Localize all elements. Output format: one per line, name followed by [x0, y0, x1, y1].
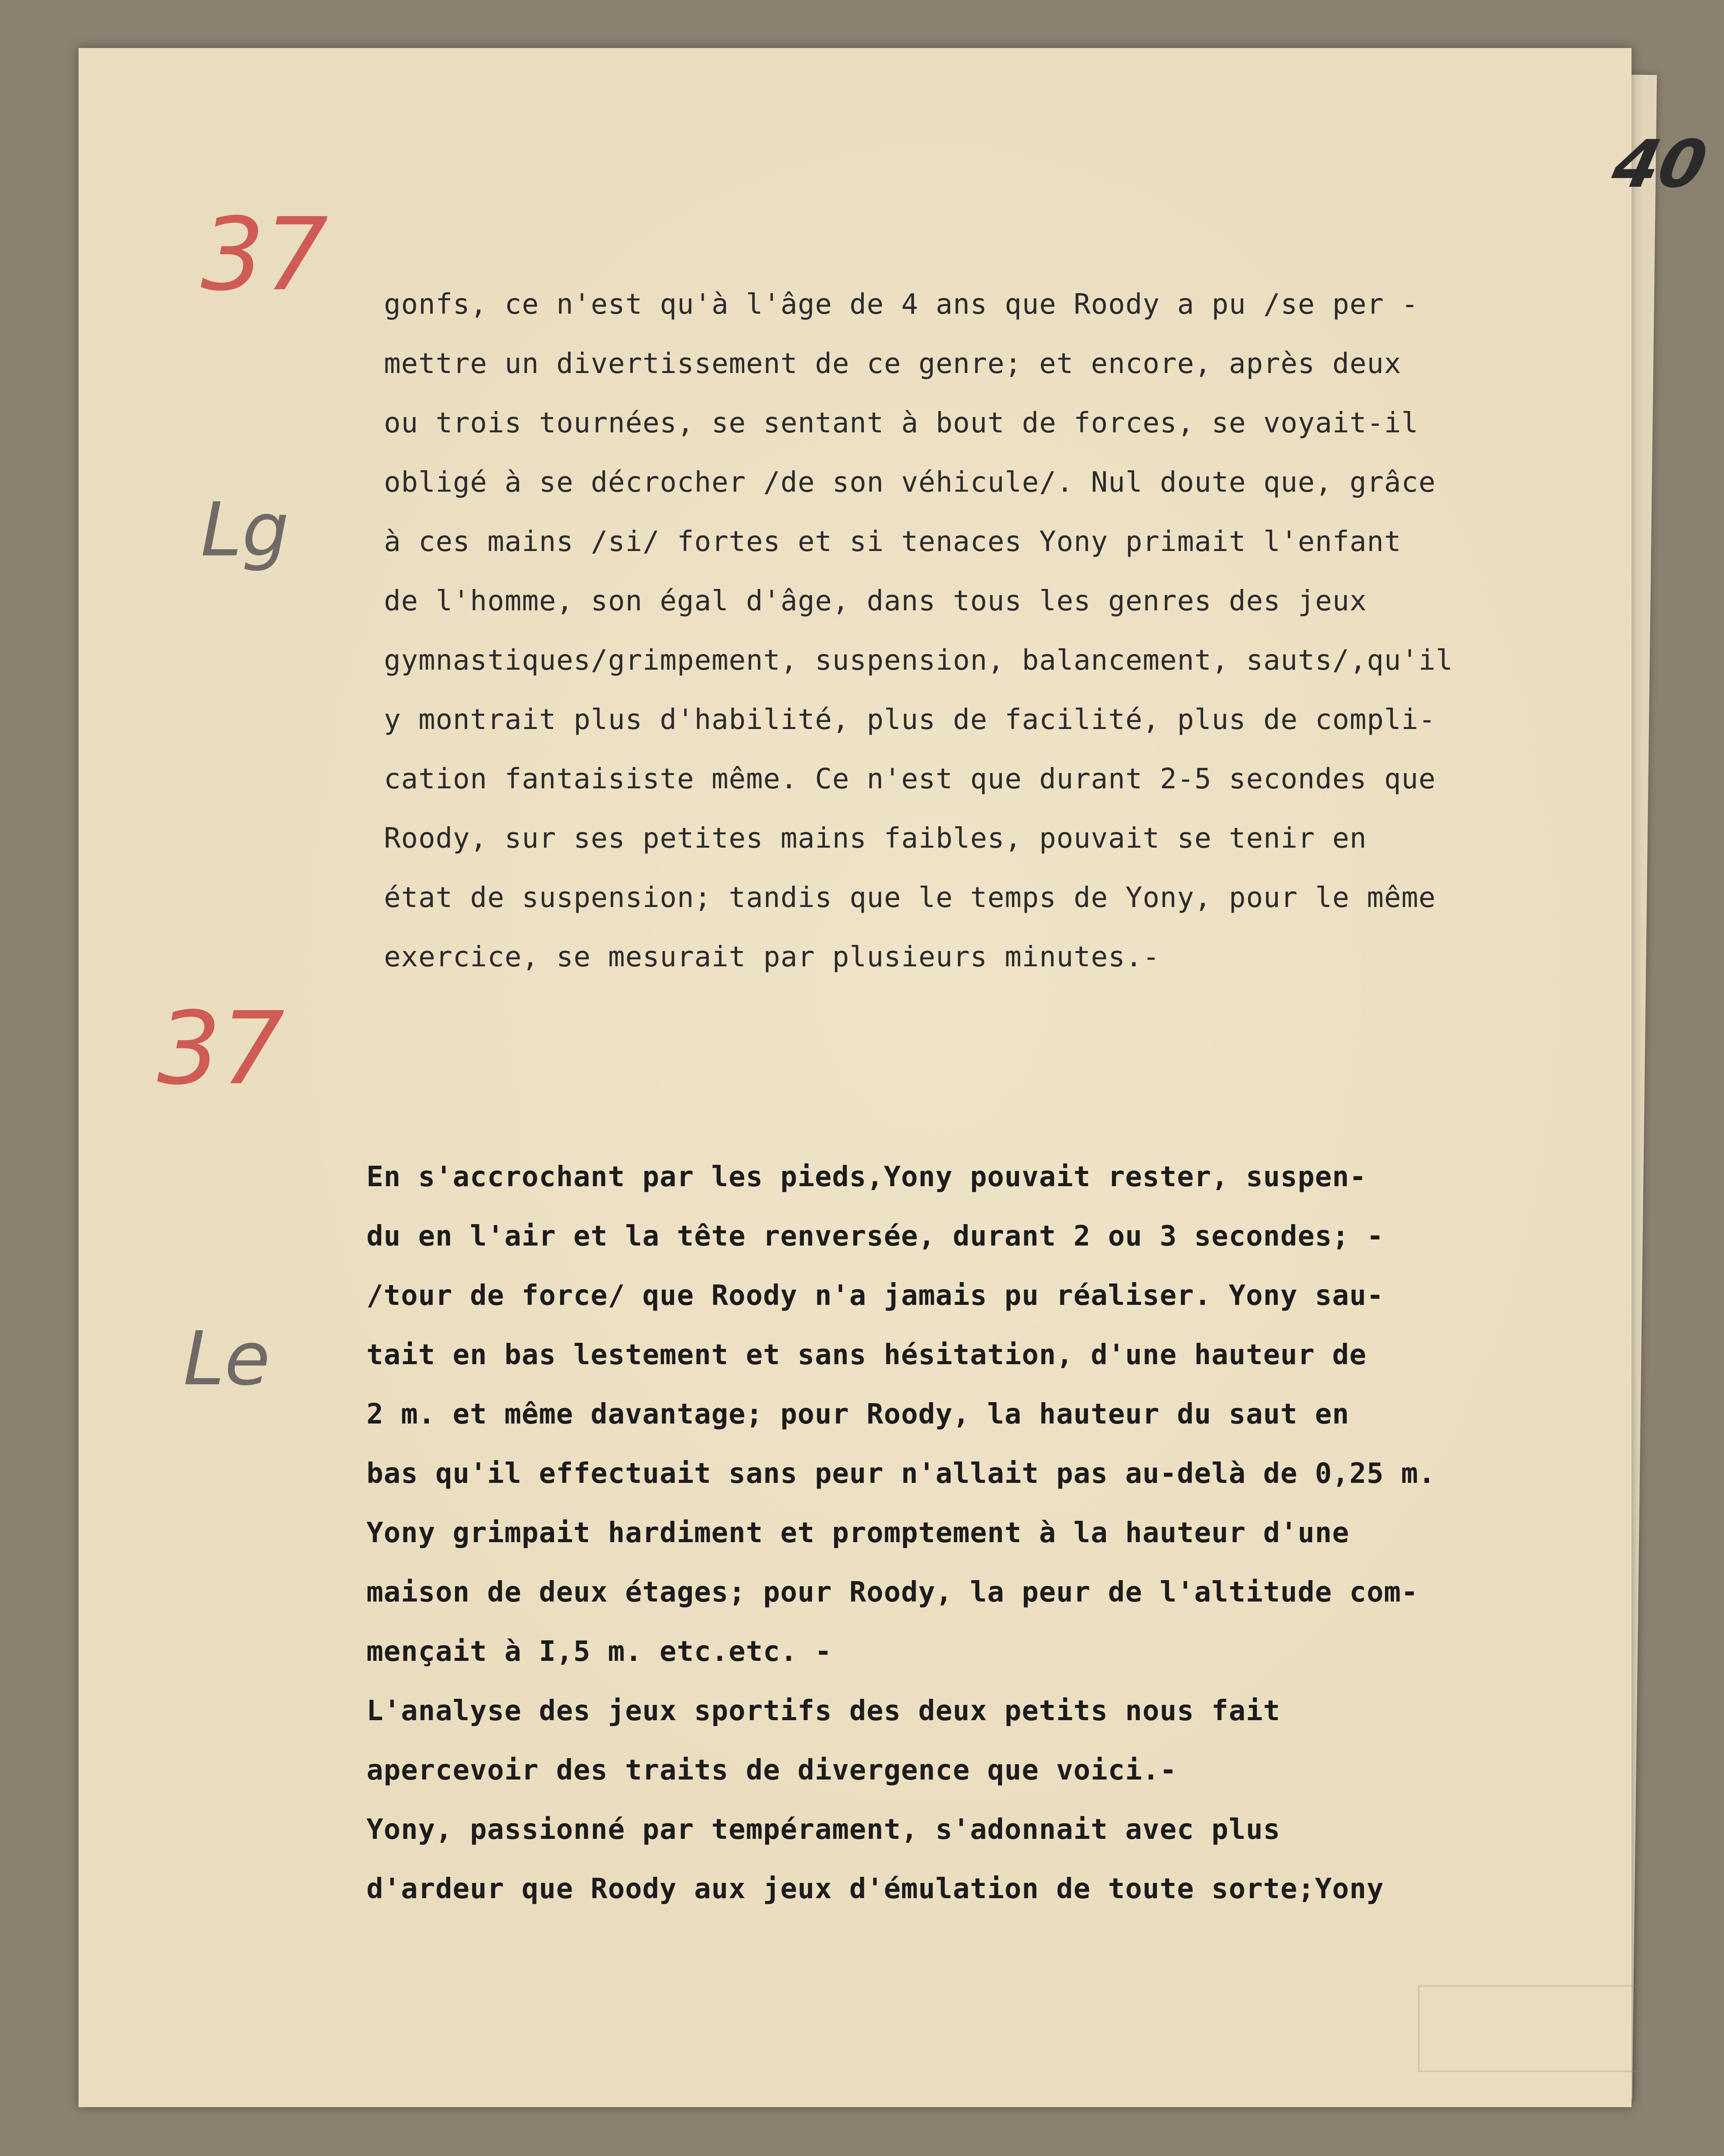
text-line: bas qu'il effectuait sans peur n'allait pas au-delà de 0,25 m.: [366, 1458, 1436, 1490]
text-line: maison de deux étages; pour Roody, la peur de l'altitude com-: [366, 1576, 1419, 1608]
text-line: Yony, passionné par tempérament, s'adonnait avec plus: [366, 1814, 1281, 1846]
text-line: y montrait plus d'habilité, plus de facilité, plus de compli-: [384, 704, 1436, 736]
paragraph-1: [384, 275, 1562, 987]
text-line: apercevoir des traits de divergence que voici.-: [366, 1754, 1177, 1786]
text-line: exercice, se mesurait par plusieurs minutes.-: [384, 941, 1160, 973]
page-number: 40: [1606, 127, 1714, 202]
text-line: mettre un divertissement de ce genre; et encore, après deux: [384, 348, 1402, 380]
margin-note-37-top: 37: [201, 197, 328, 313]
margin-note-lg: Lg: [201, 487, 289, 573]
text-line: cation fantaisiste même. Ce n'est que durant 2-5 secondes que: [384, 763, 1436, 795]
text-line: obligé à se décrocher /de son véhicule/. Nul doute que, grâce: [384, 466, 1436, 499]
text-line: gymnastiques/grimpement, suspension, balancement, sauts/,qu'il: [384, 644, 1453, 677]
text-line: Yony grimpait hardiment et promptement à la hauteur d'une: [366, 1517, 1350, 1549]
faded-archive-stamp: [1418, 1985, 1645, 2072]
margin-note-le: Le: [183, 1316, 270, 1402]
text-line: L'analyse des jeux sportifs des deux petits nous fait: [366, 1695, 1281, 1727]
text-line: de l'homme, son égal d'âge, dans tous les genres des jeux: [384, 585, 1367, 617]
margin-note-37-middle: 37: [157, 991, 285, 1107]
text-line: mençait à I,5 m. etc.etc. -: [366, 1636, 832, 1668]
paragraph-2: [366, 1147, 1544, 1919]
text-line: à ces mains /si/ fortes et si tenaces Yony primait l'enfant: [384, 526, 1402, 558]
text-line: d'ardeur que Roody aux jeux d'émulation de toute sorte;Yony: [366, 1873, 1384, 1905]
text-line: tait en bas lestement et sans hésitation, d'une hauteur de: [366, 1339, 1367, 1371]
text-line: état de suspension; tandis que le temps de Yony, pour le même: [384, 882, 1436, 914]
text-line: du en l'air et la tête renversée, durant 2 ou 3 secondes; -: [366, 1220, 1384, 1253]
document-page: [79, 48, 1714, 2107]
text-line: 2 m. et même davantage; pour Roody, la hauteur du saut en: [366, 1398, 1350, 1430]
text-line: ou trois tournées, se sentant à bout de forces, se voyait-il: [384, 407, 1419, 439]
text-line: /tour de force/ que Roody n'a jamais pu réaliser. Yony sau-: [366, 1280, 1384, 1312]
text-line: En s'accrochant par les pieds,Yony pouvait rester, suspen-: [366, 1161, 1367, 1193]
text-line: Roody, sur ses petites mains faibles, pouvait se tenir en: [384, 822, 1367, 855]
text-line: gonfs, ce n'est qu'à l'âge de 4 ans que Roody a pu /se per -: [384, 288, 1419, 321]
